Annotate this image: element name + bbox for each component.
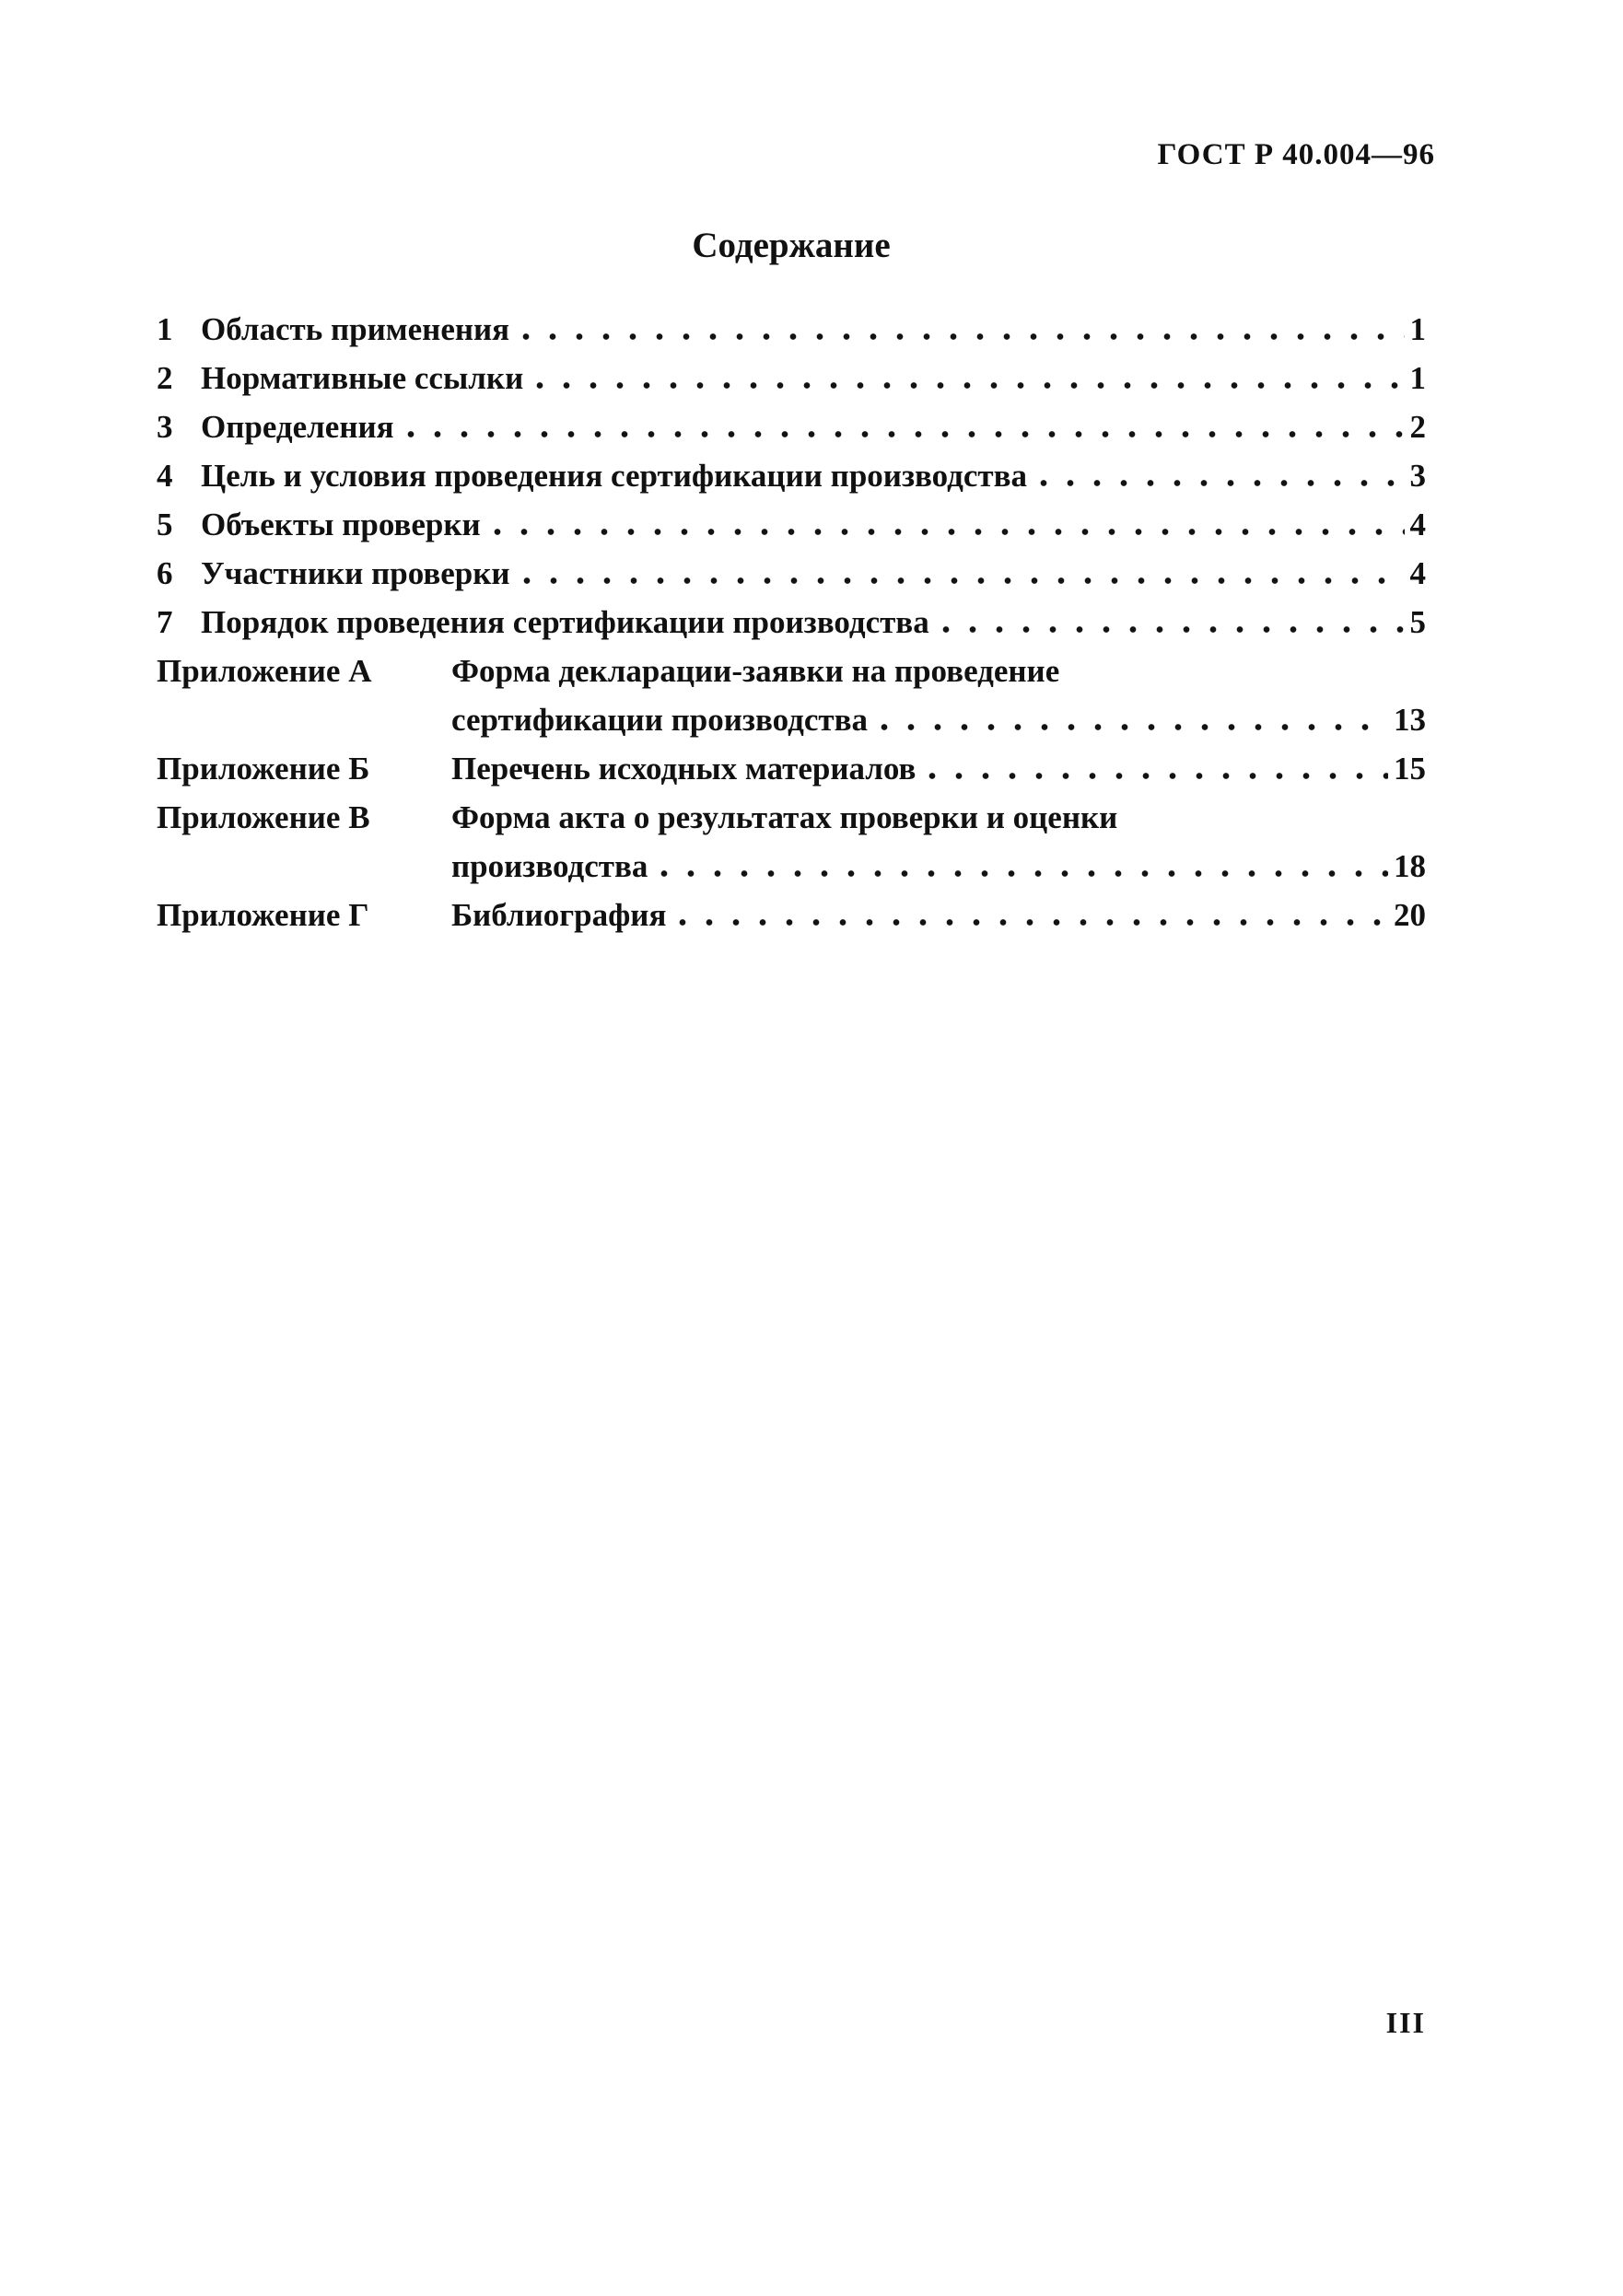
toc-heading: Содержание: [692, 226, 891, 265]
dot-leader: [1040, 480, 1404, 486]
toc-entry-1: [157, 305, 1426, 354]
toc-entry-title: Порядок проведения сертификации производства: [201, 604, 929, 640]
toc-entry-appendix-a-continuation: [157, 695, 1426, 744]
dot-leader: [928, 773, 1388, 779]
appendix-label: Приложение Б: [157, 751, 370, 787]
toc-entry-3: [157, 402, 1426, 451]
toc-entry-title-continuation: сертификации производства: [451, 702, 868, 738]
toc-entry-page: 5: [1409, 604, 1426, 640]
dot-leader: [522, 333, 1404, 340]
toc-entry-title: Нормативные ссылки: [201, 360, 524, 396]
toc-entry-title: Библиография: [451, 897, 667, 933]
document-code: ГОСТ Р 40.004—96: [1157, 138, 1435, 171]
toc-entry-title-continuation: производства: [451, 848, 648, 884]
toc-entry-number: 1: [157, 311, 173, 347]
appendix-label: Приложение А: [157, 653, 372, 689]
dot-leader: [523, 577, 1405, 584]
dot-leader: [494, 529, 1405, 535]
toc-entry-appendix-v: [157, 793, 1426, 842]
toc-entry-appendix-a: [157, 647, 1426, 695]
toc-entry-title: Форма декларации-заявки на проведение: [451, 653, 1060, 689]
toc-entry-page: 4: [1409, 507, 1426, 542]
toc-entry-appendix-b: [157, 744, 1426, 793]
toc-entry-page: 1: [1409, 311, 1426, 347]
toc-entry-7: [157, 598, 1426, 647]
toc-entry-page: 20: [1394, 897, 1426, 933]
toc-entry-5: [157, 500, 1426, 549]
toc-entry-title: Определения: [201, 409, 394, 445]
toc-entry-page: 1: [1409, 360, 1426, 396]
dot-leader: [942, 626, 1405, 633]
toc-entry-page: 13: [1394, 702, 1426, 738]
page-folio: III: [1385, 2006, 1426, 2039]
toc-entry-number: 3: [157, 409, 173, 445]
dot-leader: [536, 382, 1404, 389]
toc-entry-page: 18: [1394, 848, 1426, 884]
toc-entry-title: Перечень исходных материалов: [451, 751, 917, 787]
toc-entry-title: Область применения: [201, 311, 510, 347]
toc-entry-page: 3: [1409, 458, 1426, 494]
toc-entry-number: 6: [157, 555, 173, 591]
toc-entry-number: 7: [157, 604, 173, 640]
toc-entry-6: [157, 549, 1426, 598]
dot-leader: [679, 919, 1388, 926]
table-of-contents: [157, 305, 1426, 939]
toc-entry-page: 4: [1409, 555, 1426, 591]
toc-entry-appendix-g: [157, 891, 1426, 939]
toc-entry-2: [157, 354, 1426, 402]
toc-entry-page: 15: [1394, 751, 1426, 787]
toc-entry-title: Цель и условия проведения сертификации производства: [201, 458, 1028, 494]
appendix-label: Приложение В: [157, 799, 370, 835]
appendix-label: Приложение Г: [157, 897, 369, 933]
toc-entry-appendix-v-continuation: [157, 842, 1426, 891]
toc-entry-title: Форма акта о результатах проверки и оценки: [451, 799, 1118, 835]
dot-leader: [407, 431, 1405, 437]
dot-leader: [881, 724, 1388, 730]
toc-entry-number: 4: [157, 458, 173, 494]
toc-entry-number: 2: [157, 360, 173, 396]
toc-entry-page: 2: [1409, 409, 1426, 445]
dot-leader: [660, 870, 1388, 877]
toc-entry-title: Объекты проверки: [201, 507, 481, 542]
toc-entry-number: 5: [157, 507, 173, 542]
toc-entry-title: Участники проверки: [201, 555, 510, 591]
toc-entry-4: [157, 451, 1426, 500]
